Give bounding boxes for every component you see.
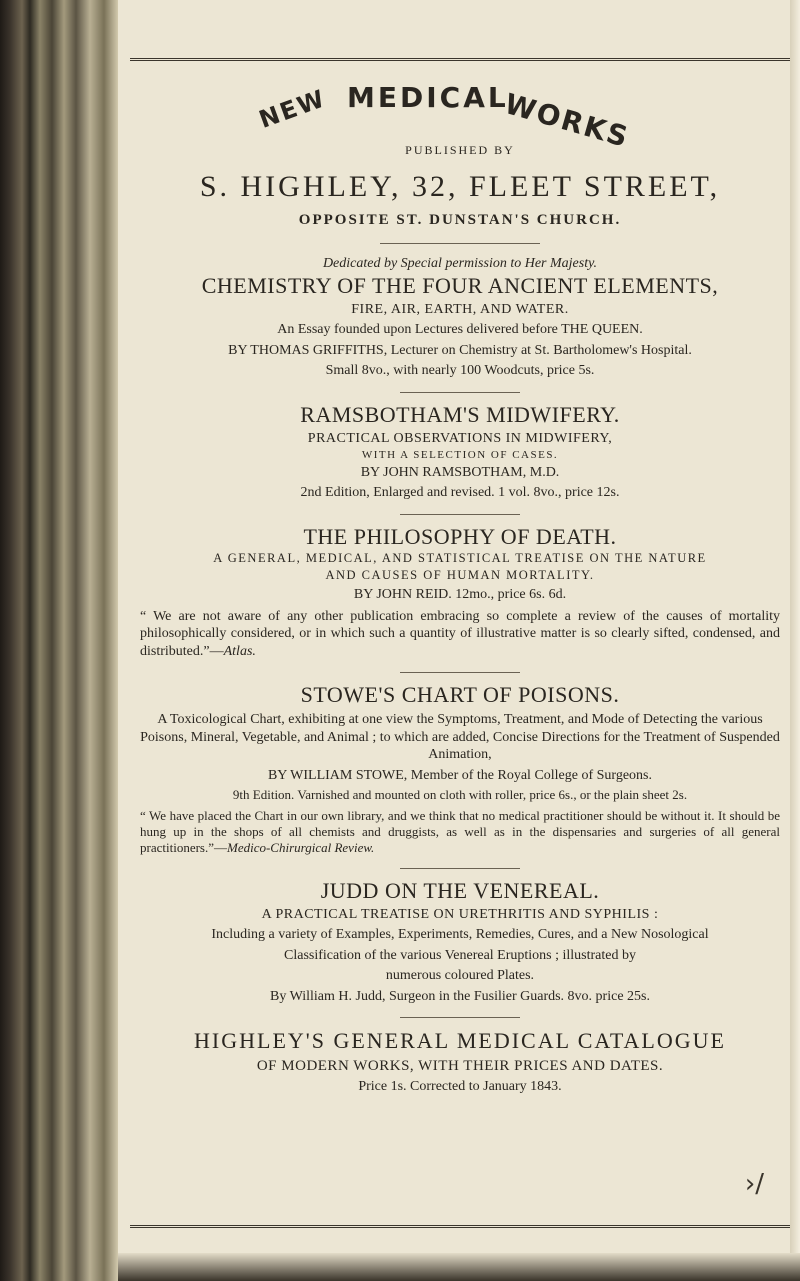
quote-source: Atlas. — [223, 643, 256, 659]
book-title: RAMSBOTHAM'S MIDWIFERY. — [300, 401, 620, 427]
book-review-quote — [130, 808, 790, 857]
book-subtitle: PRACTICAL OBSERVATIONS IN MIDWIFERY, — [307, 430, 613, 446]
divider — [400, 1017, 520, 1018]
publisher-name: S. HIGHLEY, 32, FLEET STREET, — [199, 170, 721, 203]
book-title: JUDD ON THE VENEREAL. — [320, 878, 600, 904]
divider — [400, 868, 520, 869]
book-edition: 2nd Edition, Enlarged and revised. 1 vol. 8vo., price 12s. — [300, 485, 620, 501]
divider — [400, 672, 520, 673]
catalogue-title: HIGHLEY'S GENERAL MEDICAL CATALOGUE — [194, 1028, 726, 1054]
page-edge — [790, 0, 800, 1281]
book-author: BY WILLIAM STOWE, Member of the Royal College of Surgeons. — [267, 767, 653, 783]
book-entry-philosophy-of-death — [130, 525, 790, 660]
book-description: numerous coloured Plates. — [385, 968, 535, 984]
book-line: An Essay founded upon Lectures delivered before THE QUEEN. — [277, 322, 643, 338]
divider — [400, 392, 520, 393]
book-subtitle: AND CAUSES OF HUMAN MORTALITY. — [325, 568, 595, 583]
book-title: CHEMISTRY OF THE FOUR ANCIENT ELEMENTS, — [201, 273, 719, 298]
book-author: By William H. Judd, Surgeon in the Fusilier Guards. 8vo. price 25s. — [269, 988, 650, 1004]
book-title: THE PHILOSOPHY OF DEATH. — [303, 523, 617, 549]
book-description: A Toxicological Chart, exhibiting at one view the Symptoms, Treatment, and Mode of Detecting the various Poisons, Mineral, Vegetable, and Animal ; to which are added, Concise Directions for the Treatment of Suspended Animation, — [140, 712, 780, 763]
catalogue-entry — [130, 1028, 790, 1096]
divider — [400, 514, 520, 515]
book-dedication: Dedicated by Special permission to Her Majesty. — [322, 256, 598, 271]
published-by: PUBLISHED BY — [405, 143, 515, 157]
masthead-medical: MEDICAL — [347, 81, 509, 114]
book-author: BY JOHN RAMSBOTHAM, M.D. — [360, 464, 560, 480]
book-author: BY THOMAS GRIFFITHS, Lecturer on Chemistry at St. Bartholomew's Hospital. — [228, 342, 692, 358]
book-subtitle: A PRACTICAL TREATISE ON URETHRITIS AND SYPHILIS : — [261, 907, 659, 923]
catalogue-price: Price 1s. Corrected to January 1843. — [358, 1079, 562, 1095]
book-entry-chart-of-poisons — [130, 683, 790, 856]
book-subtitle: A GENERAL, MEDICAL, AND STATISTICAL TREATISE ON THE NATURE — [213, 551, 707, 566]
book-title: STOWE'S CHART OF POISONS. — [300, 682, 620, 708]
book-description: Including a variety of Examples, Experiments, Remedies, Cures, and a New Nosological — [211, 927, 709, 943]
book-subtitle: FIRE, AIR, EARTH, AND WATER. — [351, 302, 569, 318]
book-author: BY JOHN REID. 12mo., price 6s. 6d. — [353, 587, 567, 603]
pencil-mark-icon: ›/ — [744, 1169, 764, 1199]
book-description: Classification of the various Venereal Eruptions ; illustrated by — [284, 947, 636, 963]
book-edition: 9th Edition. Varnished and mounted on cloth with roller, price 6s., or the plain sheet 2s. — [232, 787, 688, 803]
book-entry-chemistry — [130, 256, 790, 380]
advertisement-sheet — [130, 58, 790, 1228]
quote-source: Medico-Chirurgical Review. — [227, 840, 375, 855]
book-entry-midwifery — [130, 403, 790, 502]
page-bottom-shadow — [118, 1253, 800, 1281]
divider — [380, 243, 540, 244]
quote-text: “ We have placed the Chart in our own library, and we think that no medical practitioner should be without it. It should be hung up in the shops of all chemists and druggists, as well as in the dispensaries and surgeries of all general practitioners.”— — [140, 807, 780, 855]
book-price: Small 8vo., with nearly 100 Woodcuts, price 5s. — [325, 363, 595, 379]
book-entry-judd — [130, 879, 790, 1005]
masthead-works: WORKS — [500, 87, 634, 155]
book-small-line: WITH A SELECTION OF CASES. — [361, 448, 559, 461]
quote-text: “ We are not aware of any other publication embracing so complete a review of the causes of mortality philosophically considered, or in which such a quantity of illustrative matter is so clearly sifted, condensed, and distributed.”— — [140, 608, 780, 659]
masthead-new: NEW — [255, 84, 330, 134]
book-review-quote — [130, 608, 790, 661]
publisher-address: OPPOSITE ST. DUNSTAN'S CHURCH. — [298, 212, 622, 228]
book-binding — [0, 0, 118, 1281]
masthead — [130, 73, 790, 153]
catalogue-subtitle: OF MODERN WORKS, WITH THEIR PRICES AND DATES. — [256, 1058, 664, 1075]
